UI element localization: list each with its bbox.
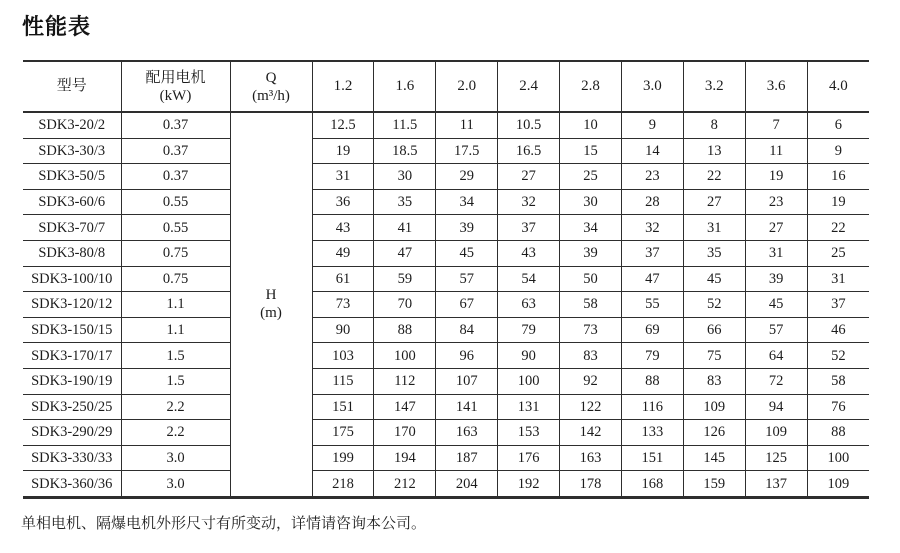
h-value-cell: 11 xyxy=(745,138,807,164)
h-value-cell: 57 xyxy=(436,266,498,292)
h-value-cell: 30 xyxy=(560,189,622,215)
h-value-cell: 23 xyxy=(745,189,807,215)
h-value-cell: 137 xyxy=(745,471,807,498)
col-header-flow-value: 1.2 xyxy=(312,61,374,112)
h-value-cell: 28 xyxy=(621,189,683,215)
h-value-cell: 142 xyxy=(560,420,622,446)
table-row xyxy=(23,240,869,266)
model-cell: SDK3-150/15 xyxy=(23,317,121,343)
h-value-cell: 47 xyxy=(374,240,436,266)
table-row xyxy=(23,317,869,343)
model-cell: SDK3-60/6 xyxy=(23,189,121,215)
h-value-cell: 176 xyxy=(498,445,560,471)
h-value-cell: 153 xyxy=(498,420,560,446)
h-value-cell: 7 xyxy=(745,112,807,138)
h-value-cell: 83 xyxy=(560,343,622,369)
h-value-cell: 14 xyxy=(621,138,683,164)
h-value-cell: 72 xyxy=(745,368,807,394)
col-header-flow-value: 2.8 xyxy=(560,61,622,112)
col-header-flow-line2: (m³/h) xyxy=(252,87,290,104)
h-value-cell: 194 xyxy=(374,445,436,471)
col-header-model: 型号 xyxy=(23,61,121,112)
h-value-cell: 88 xyxy=(621,368,683,394)
h-value-cell: 212 xyxy=(374,471,436,498)
h-value-cell: 204 xyxy=(436,471,498,498)
h-value-cell: 83 xyxy=(683,368,745,394)
h-value-cell: 19 xyxy=(312,138,374,164)
model-cell: SDK3-80/8 xyxy=(23,240,121,266)
h-value-cell: 163 xyxy=(560,445,622,471)
h-value-cell: 61 xyxy=(312,266,374,292)
h-value-cell: 109 xyxy=(807,471,869,498)
table-row xyxy=(23,471,869,498)
h-value-cell: 88 xyxy=(374,317,436,343)
h-value-cell: 52 xyxy=(807,343,869,369)
h-value-cell: 112 xyxy=(374,368,436,394)
h-value-cell: 49 xyxy=(312,240,374,266)
model-cell: SDK3-50/5 xyxy=(23,164,121,190)
h-value-cell: 55 xyxy=(621,292,683,318)
h-value-cell: 90 xyxy=(312,317,374,343)
page-title: 性能表 xyxy=(22,14,92,39)
h-value-cell: 11 xyxy=(436,112,498,138)
h-value-cell: 59 xyxy=(374,266,436,292)
col-header-flow-value: 2.4 xyxy=(498,61,560,112)
h-value-cell: 116 xyxy=(621,394,683,420)
h-value-cell: 19 xyxy=(807,189,869,215)
h-value-cell: 11.5 xyxy=(374,112,436,138)
h-value-cell: 46 xyxy=(807,317,869,343)
h-value-cell: 22 xyxy=(807,215,869,241)
h-value-cell: 25 xyxy=(807,240,869,266)
h-value-cell: 159 xyxy=(683,471,745,498)
h-value-cell: 43 xyxy=(312,215,374,241)
kw-cell: 2.2 xyxy=(121,420,230,446)
h-value-cell: 90 xyxy=(498,343,560,369)
model-cell: SDK3-170/17 xyxy=(23,343,121,369)
h-value-cell: 70 xyxy=(374,292,436,318)
h-value-cell: 75 xyxy=(683,343,745,369)
h-value-cell: 122 xyxy=(560,394,622,420)
h-value-cell: 73 xyxy=(560,317,622,343)
h-value-cell: 8 xyxy=(683,112,745,138)
table-row xyxy=(23,266,869,292)
model-cell: SDK3-330/33 xyxy=(23,445,121,471)
h-value-cell: 125 xyxy=(745,445,807,471)
h-value-cell: 109 xyxy=(683,394,745,420)
kw-cell: 2.2 xyxy=(121,394,230,420)
model-cell: SDK3-100/10 xyxy=(23,266,121,292)
kw-cell: 3.0 xyxy=(121,445,230,471)
h-value-cell: 19 xyxy=(745,164,807,190)
h-value-cell: 73 xyxy=(312,292,374,318)
table-row xyxy=(23,292,869,318)
h-value-cell: 109 xyxy=(745,420,807,446)
h-value-cell: 100 xyxy=(374,343,436,369)
kw-cell: 1.1 xyxy=(121,317,230,343)
h-value-cell: 100 xyxy=(807,445,869,471)
h-value-cell: 27 xyxy=(745,215,807,241)
kw-cell: 3.0 xyxy=(121,471,230,498)
performance-table xyxy=(23,60,869,499)
h-value-cell: 23 xyxy=(621,164,683,190)
h-value-cell: 67 xyxy=(436,292,498,318)
h-value-cell: 41 xyxy=(374,215,436,241)
h-value-cell: 34 xyxy=(436,189,498,215)
h-value-cell: 168 xyxy=(621,471,683,498)
h-value-cell: 145 xyxy=(683,445,745,471)
col-header-flow-value: 4.0 xyxy=(807,61,869,112)
h-value-cell: 36 xyxy=(312,189,374,215)
h-value-cell: 199 xyxy=(312,445,374,471)
h-value-cell: 39 xyxy=(436,215,498,241)
h-value-cell: 126 xyxy=(683,420,745,446)
kw-cell: 0.55 xyxy=(121,189,230,215)
h-value-cell: 103 xyxy=(312,343,374,369)
h-value-cell: 163 xyxy=(436,420,498,446)
h-value-cell: 131 xyxy=(498,394,560,420)
table-row xyxy=(23,420,869,446)
h-value-cell: 13 xyxy=(683,138,745,164)
table-row xyxy=(23,343,869,369)
h-value-cell: 6 xyxy=(807,112,869,138)
h-value-cell: 39 xyxy=(560,240,622,266)
kw-cell: 1.5 xyxy=(121,343,230,369)
h-value-cell: 133 xyxy=(621,420,683,446)
h-value-cell: 141 xyxy=(436,394,498,420)
h-value-cell: 27 xyxy=(683,189,745,215)
h-value-cell: 47 xyxy=(621,266,683,292)
table-row xyxy=(23,138,869,164)
h-value-cell: 35 xyxy=(374,189,436,215)
h-value-cell: 45 xyxy=(436,240,498,266)
h-value-cell: 29 xyxy=(436,164,498,190)
kw-cell: 0.37 xyxy=(121,112,230,138)
h-value-cell: 84 xyxy=(436,317,498,343)
h-value-cell: 17.5 xyxy=(436,138,498,164)
h-value-cell: 79 xyxy=(498,317,560,343)
h-value-cell: 151 xyxy=(621,445,683,471)
h-value-cell: 79 xyxy=(621,343,683,369)
h-value-cell: 115 xyxy=(312,368,374,394)
kw-cell: 0.75 xyxy=(121,240,230,266)
h-value-cell: 63 xyxy=(498,292,560,318)
h-value-cell: 45 xyxy=(683,266,745,292)
kw-cell: 0.55 xyxy=(121,215,230,241)
kw-cell: 0.75 xyxy=(121,266,230,292)
h-value-cell: 16 xyxy=(807,164,869,190)
h-value-cell: 218 xyxy=(312,471,374,498)
col-header-motor-line1: 配用电机 xyxy=(145,69,206,86)
kw-cell: 0.37 xyxy=(121,164,230,190)
model-cell: SDK3-30/3 xyxy=(23,138,121,164)
kw-cell: 1.5 xyxy=(121,368,230,394)
h-value-cell: 15 xyxy=(560,138,622,164)
h-value-cell: 58 xyxy=(560,292,622,318)
h-value-cell: 57 xyxy=(745,317,807,343)
h-value-cell: 31 xyxy=(807,266,869,292)
table-row xyxy=(23,164,869,190)
h-value-cell: 88 xyxy=(807,420,869,446)
table-row xyxy=(23,445,869,471)
h-value-cell: 187 xyxy=(436,445,498,471)
table-row xyxy=(23,368,869,394)
h-value-cell: 30 xyxy=(374,164,436,190)
h-value-cell: 66 xyxy=(683,317,745,343)
h-value-cell: 147 xyxy=(374,394,436,420)
table-row xyxy=(23,189,869,215)
h-value-cell: 31 xyxy=(683,215,745,241)
h-value-cell: 107 xyxy=(436,368,498,394)
model-cell: SDK3-20/2 xyxy=(23,112,121,138)
h-value-cell: 37 xyxy=(621,240,683,266)
col-header-flow-line1: Q xyxy=(265,69,277,86)
col-header-motor-line2: (kW) xyxy=(159,87,192,104)
h-value-cell: 32 xyxy=(498,189,560,215)
col-header-flow xyxy=(230,61,312,112)
kw-cell: 0.37 xyxy=(121,138,230,164)
h-value-cell: 175 xyxy=(312,420,374,446)
col-header-flow-value: 3.6 xyxy=(745,61,807,112)
model-cell: SDK3-190/19 xyxy=(23,368,121,394)
h-value-cell: 151 xyxy=(312,394,374,420)
model-cell: SDK3-360/36 xyxy=(23,471,121,498)
h-value-cell: 22 xyxy=(683,164,745,190)
kw-cell: 1.1 xyxy=(121,292,230,318)
h-value-cell: 27 xyxy=(498,164,560,190)
head-unit-line2: (m) xyxy=(260,305,282,322)
h-value-cell: 10 xyxy=(560,112,622,138)
h-value-cell: 170 xyxy=(374,420,436,446)
h-value-cell: 35 xyxy=(683,240,745,266)
h-value-cell: 50 xyxy=(560,266,622,292)
h-value-cell: 45 xyxy=(745,292,807,318)
h-value-cell: 18.5 xyxy=(374,138,436,164)
col-header-flow-value: 1.6 xyxy=(374,61,436,112)
h-value-cell: 64 xyxy=(745,343,807,369)
model-cell: SDK3-250/25 xyxy=(23,394,121,420)
h-value-cell: 12.5 xyxy=(312,112,374,138)
h-value-cell: 9 xyxy=(621,112,683,138)
h-value-cell: 32 xyxy=(621,215,683,241)
h-value-cell: 16.5 xyxy=(498,138,560,164)
model-cell: SDK3-290/29 xyxy=(23,420,121,446)
h-value-cell: 178 xyxy=(560,471,622,498)
h-value-cell: 31 xyxy=(745,240,807,266)
col-header-flow-value: 3.2 xyxy=(683,61,745,112)
h-value-cell: 25 xyxy=(560,164,622,190)
h-value-cell: 37 xyxy=(807,292,869,318)
col-header-motor xyxy=(121,61,230,112)
footnote: 单相电机、隔爆电机外形尺寸有所变动，详情请咨询本公司。 xyxy=(21,515,427,532)
h-value-cell: 10.5 xyxy=(498,112,560,138)
h-value-cell: 96 xyxy=(436,343,498,369)
h-value-cell: 58 xyxy=(807,368,869,394)
h-value-cell: 37 xyxy=(498,215,560,241)
model-cell: SDK3-120/12 xyxy=(23,292,121,318)
h-value-cell: 43 xyxy=(498,240,560,266)
h-value-cell: 34 xyxy=(560,215,622,241)
h-value-cell: 9 xyxy=(807,138,869,164)
h-value-cell: 39 xyxy=(745,266,807,292)
col-header-flow-value: 2.0 xyxy=(436,61,498,112)
table-row xyxy=(23,394,869,420)
head-unit-cell xyxy=(230,112,312,497)
header-row xyxy=(23,61,869,112)
h-value-cell: 94 xyxy=(745,394,807,420)
h-value-cell: 92 xyxy=(560,368,622,394)
table-row xyxy=(23,215,869,241)
h-value-cell: 52 xyxy=(683,292,745,318)
h-value-cell: 31 xyxy=(312,164,374,190)
h-value-cell: 192 xyxy=(498,471,560,498)
h-value-cell: 54 xyxy=(498,266,560,292)
table-row xyxy=(23,112,869,138)
col-header-flow-value: 3.0 xyxy=(621,61,683,112)
h-value-cell: 76 xyxy=(807,394,869,420)
h-value-cell: 100 xyxy=(498,368,560,394)
head-unit-line1: H xyxy=(265,287,277,304)
h-value-cell: 69 xyxy=(621,317,683,343)
model-cell: SDK3-70/7 xyxy=(23,215,121,241)
